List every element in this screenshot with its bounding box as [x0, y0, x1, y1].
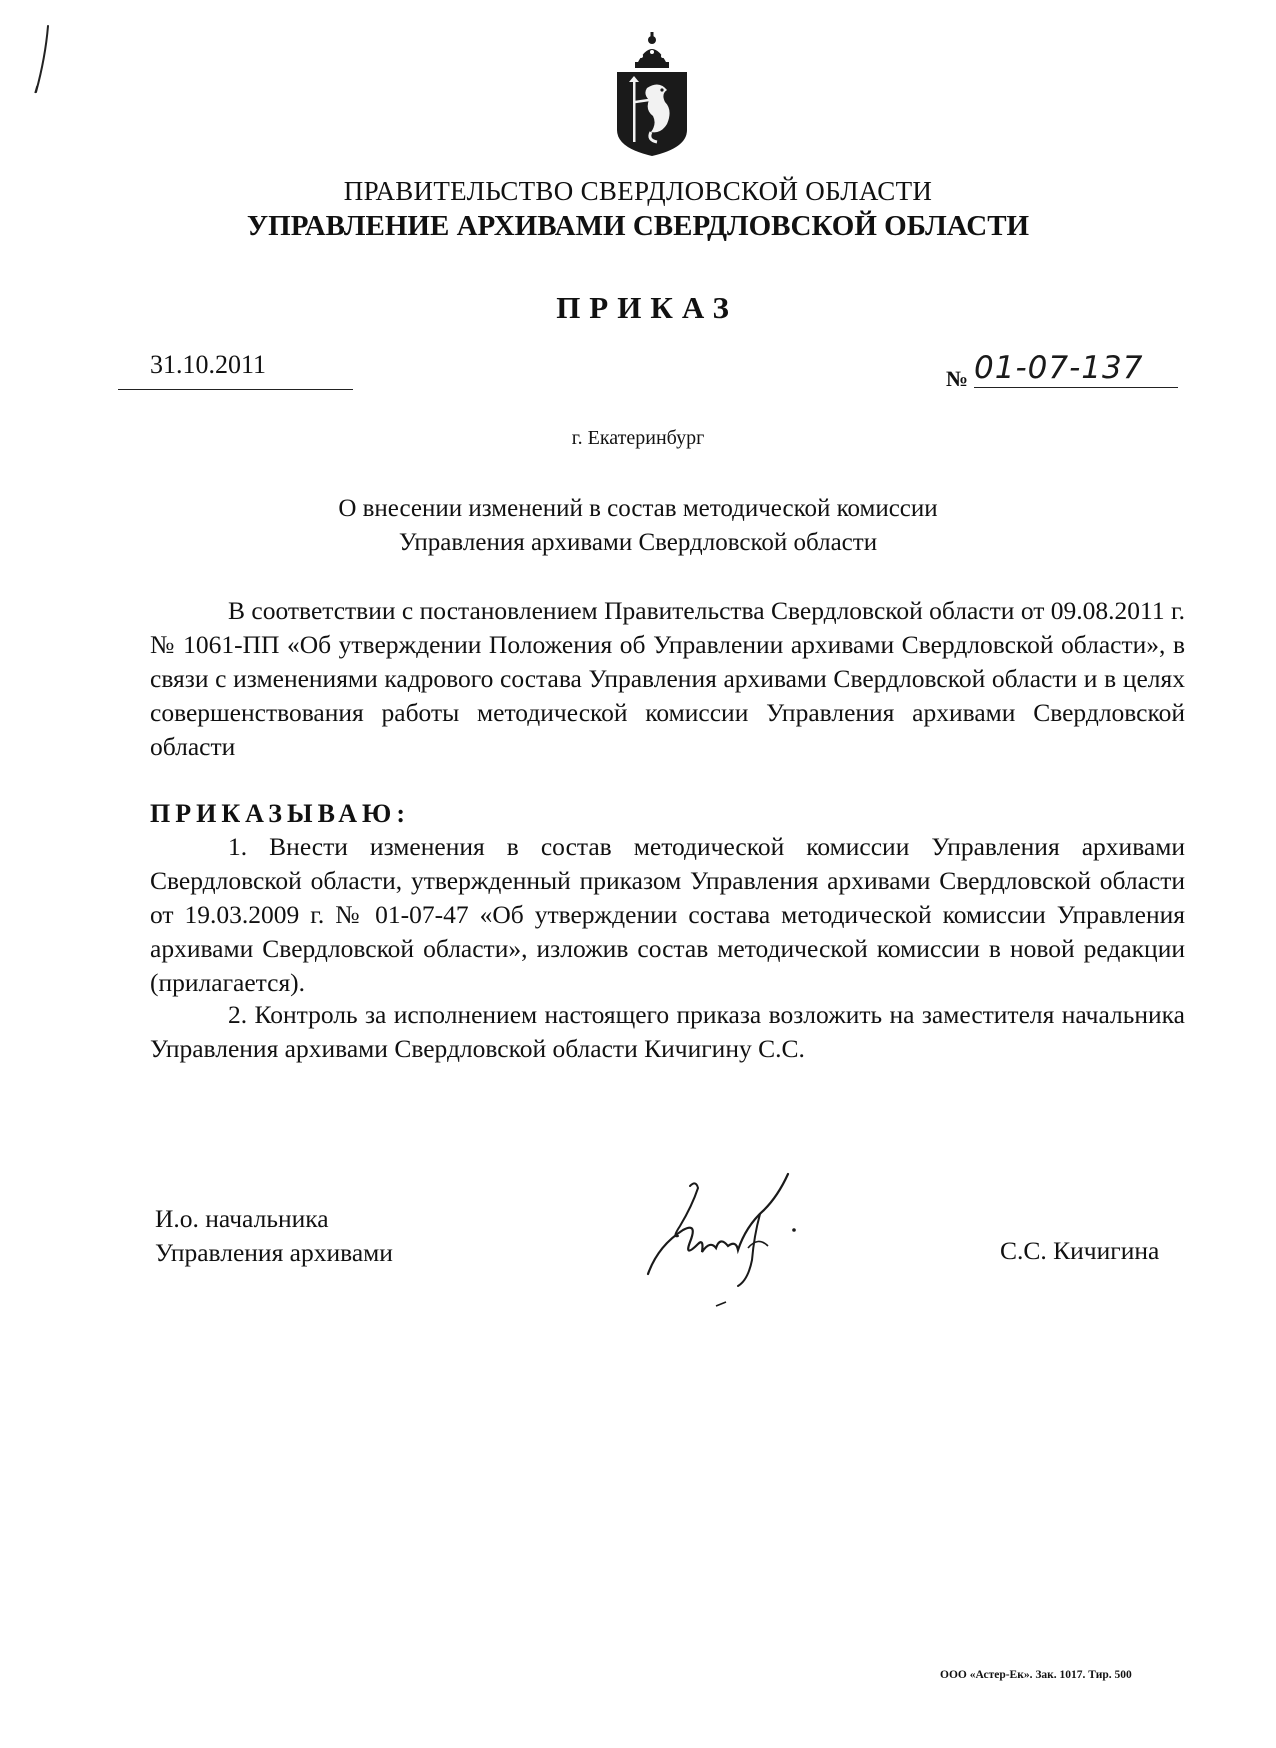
order-item-2: 2. Контроль за исполнением настоящего приказа возложить на заместителя начальника Управления архивами Свердловской области Кичигину С.С.	[150, 1000, 1185, 1063]
order-verb: ПРИКАЗЫВАЮ:	[150, 799, 410, 828]
document-date: 31.10.2011	[150, 350, 267, 379]
signatory-position	[155, 1202, 393, 1270]
printer-imprint: ООО «Астер-Ек». Зак. 1017. Тир. 500	[940, 1669, 1132, 1681]
date-underline	[118, 389, 353, 390]
government-name: ПРАВИТЕЛЬСТВО СВЕРДЛОВСКОЙ ОБЛАСТИ	[343, 176, 933, 206]
position-line-1: И.о. начальника	[155, 1204, 329, 1233]
margin-pen-stroke-icon	[24, 20, 64, 100]
coat-of-arms-icon	[607, 30, 697, 160]
document-type-title: ПРИКАЗ	[556, 290, 738, 325]
preamble-paragraph: В соответствии с постановлением Правительства Свердловской области от 09.08.2011 г. № 1061-ПП «Об утверждении Положения об Управлении архивами Свердловской области», в связи с изменениями кадрового состава Управления архивами Свердловской области и в целях совершенствования работы методической комиссии Управления архивами Свердловской области	[150, 596, 1185, 761]
order-item-1: 1. Внести изменения в состав методической комиссии Управления архивами Свердловской области, утвержденный приказом Управления архивами Свердловской области от 19.03.2009 г. № 01-07-47 «Об утверждении состава методической комиссии Управления архивами Свердловской области», изложив состав методической комиссии в новой редакции (прилагается).	[150, 832, 1185, 997]
position-line-2: Управления архивами	[155, 1238, 393, 1267]
handwritten-signature-icon	[628, 1156, 888, 1311]
city-name: г. Екатеринбург	[571, 427, 705, 449]
department-name: УПРАВЛЕНИЕ АРХИВАМИ СВЕРДЛОВСКОЙ ОБЛАСТИ	[246, 210, 1030, 242]
number-underline	[974, 387, 1178, 388]
document-subject	[0, 492, 1276, 560]
subject-line-2: Управления архивами Свердловской области	[398, 529, 878, 556]
number-label: №	[946, 366, 969, 391]
signatory-name: С.С. Кичигина	[1000, 1236, 1160, 1265]
subject-line-1: О внесении изменений в состав методической комиссии	[338, 495, 938, 522]
document-number: 01-07-137	[974, 350, 1144, 386]
